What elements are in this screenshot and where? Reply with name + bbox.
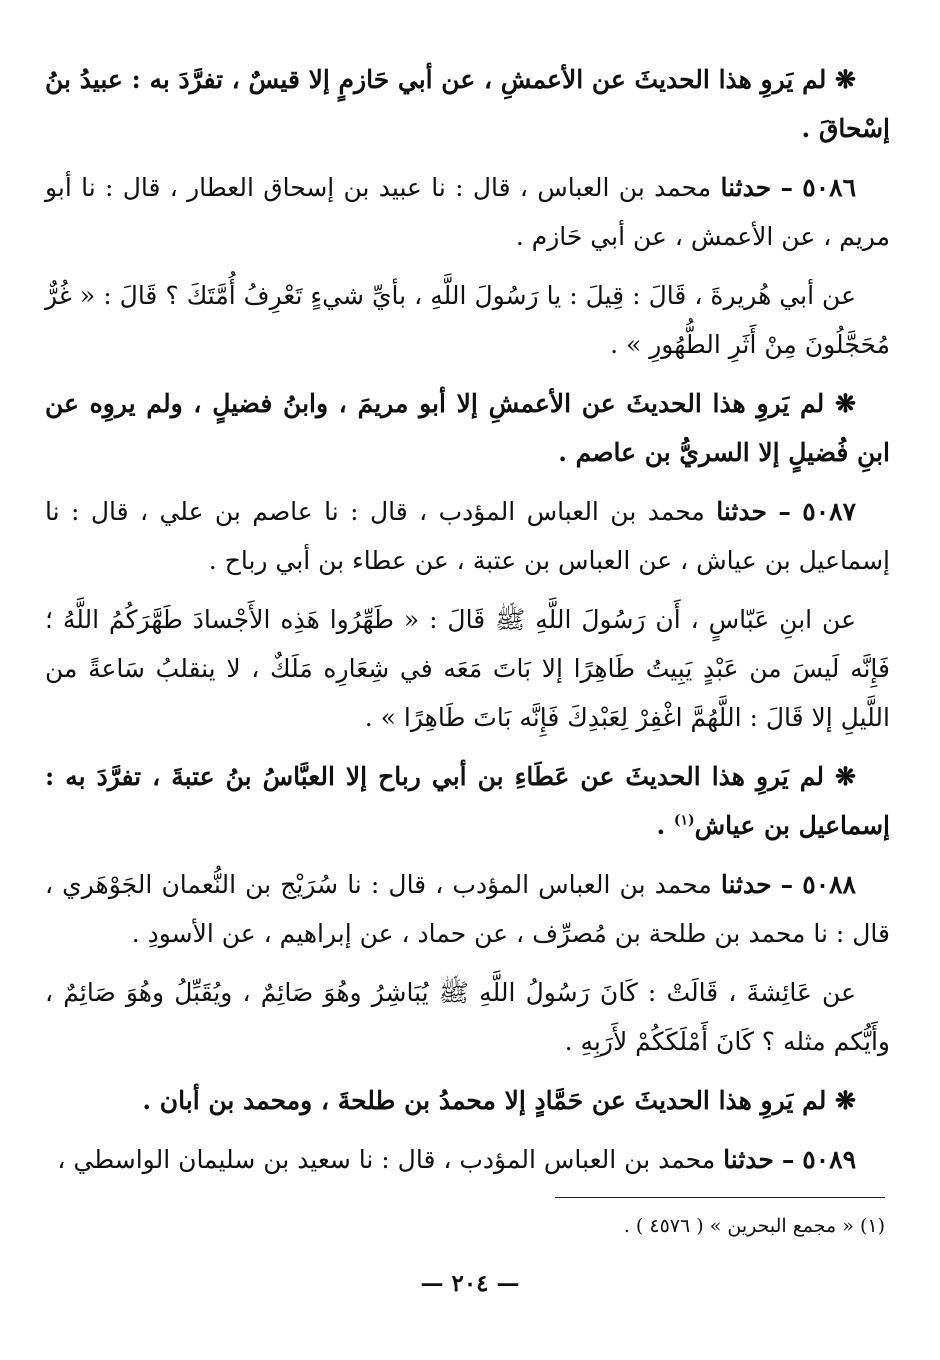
hadith-matn-text: عن عَائِشةَ ، قَالَتْ : كَانَ رَسُولُ اللَّهِ ﷺ يُبَاشِرُ وهُوَ صَائِمٌ ، ويُقَبِّلُ وهُوَ صَائِمٌ ، وأَيُّكم مثله ؟ كَانَ أَمْلَكَكُمْ لأَرَبِهِ . [45,978,890,1056]
hadith-matn-text: عن ابنِ عَبّاسٍ ، أَن رَسُولَ اللَّهِ ﷺ قَالَ : « طَهِّرُوا هَذِه الأَجْسادَ طَهَّرَكُمُ اللَّهُ ؛ فَإِنَّه لَيسَ من عَبْدٍ يَبِيتُ طَاهِرًا إلا بَاتَ مَعَه في شِعَارِه مَلَكٌ ، لا ينقلبُ سَاعةً من اللَّيلِ إلا قَالَ : اللَّهُمَّ اغْفِرْ لِعَبْدِكَ فَإِنَّه بَاتَ طَاهِرًا » . [45,605,890,732]
remark-paragraph [45,1076,890,1125]
hadith-number: ٥٠٨٧ [802,497,856,526]
footnote-reference: (١) [673,812,695,829]
remark-text: لم يَروِ هذا الحديثَ عن الأعمشِ ، عن أبي حَازمٍ إلا قيسٌ ، تفرَّدَ به : عبيدُ بنُ إسْحاقَ . [45,65,890,143]
star-icon: ❋ [835,389,856,418]
hadith-intro: حدثنا [720,870,772,899]
hadith-number: ٥٠٨٨ [802,870,856,899]
star-icon: ❋ [835,65,856,94]
remark-paragraph [45,379,890,477]
remark-paragraph [45,55,890,153]
remark-end: . [656,811,674,840]
page-body [45,55,890,1194]
hadith-5087-chain [45,487,890,585]
hadith-intro: حدثنا [723,1145,774,1174]
page-number: — ٢٠٤ — [420,1270,520,1297]
hadith-5089-chain [45,1135,890,1184]
remark-text: لم يَروِ هذا الحديثَ عن الأعمشِ إلا أبو مريمَ ، وابنُ فضيلٍ ، ولم يروِه عن ابنِ فُضيلٍ إلا السريُّ بن عاصم . [45,389,890,467]
hadith-5088-matn [45,968,890,1066]
hadith-5086-chain [45,163,890,261]
hadith-intro: حدثنا [720,173,772,202]
hadith-5086-matn [45,271,890,369]
hadith-dash: – [780,173,793,202]
hadith-dash: – [780,870,794,899]
hadith-chain-text: محمد بن العباس المؤدب ، قال : نا سُرَيْج بن النُّعمان الجَوْهَري ، قال : نا محمد بن طلحة بن مُصرِّف ، عن حماد ، عن إبراهيم ، عن الأسودِ . [45,870,890,948]
hadith-dash: – [781,1145,795,1174]
hadith-intro: حدثنا [716,497,767,526]
hadith-5088-chain [45,860,890,958]
star-icon: ❋ [835,762,856,791]
footnote-divider [555,1197,885,1198]
remark-paragraph [45,752,890,850]
hadith-chain-text: محمد بن العباس المؤدب ، قال : نا سعيد بن سليمان الواسطي ، [57,1145,716,1174]
hadith-chain-text: محمد بن العباس ، قال : نا عبيد بن إسحاق العطار ، قال : نا أبو مريم ، عن الأعمش ، عن أبي حَازم . [45,173,890,251]
footnote [45,1212,885,1240]
hadith-number: ٥٠٨٦ [802,173,856,202]
footnote-text: (١) « مجمع البحرين » ( ٤٥٧٦ ) . [623,1215,885,1237]
hadith-dash: – [778,497,791,526]
hadith-chain-text: محمد بن العباس المؤدب ، قال : نا عاصم بن علي ، قال : نا إسماعيل بن عياش ، عن العباس بن عتبة ، عن عطاء بن أبي رباح . [45,497,890,575]
hadith-5087-matn [45,595,890,742]
hadith-matn-text: عن أبي هُريرةَ ، قَالَ : قِيلَ : يا رَسُولَ اللَّهِ ، بأيِّ شيءٍ تَعْرِفُ أُمَّتَكَ ؟ قَالَ : « غُرٌّ مُحَجَّلُونَ مِنْ أَثَرِ الطُّهُورِ » . [45,281,890,359]
remark-text: لم يَروِ هذا الحديثَ عن حَمَّادٍ إلا محمدُ بن طلحةَ ، ومحمد بن أبان . [142,1086,827,1115]
hadith-number: ٥٠٨٩ [802,1145,856,1174]
remark-text: لم يَروِ هذا الحديثَ عن عَطَاءِ بن أبي رباح إلا العبَّاسُ بنُ عتبةَ ، تفرَّدَ به : إسماعيل بن عياش [45,762,890,840]
star-icon: ❋ [835,1086,856,1115]
